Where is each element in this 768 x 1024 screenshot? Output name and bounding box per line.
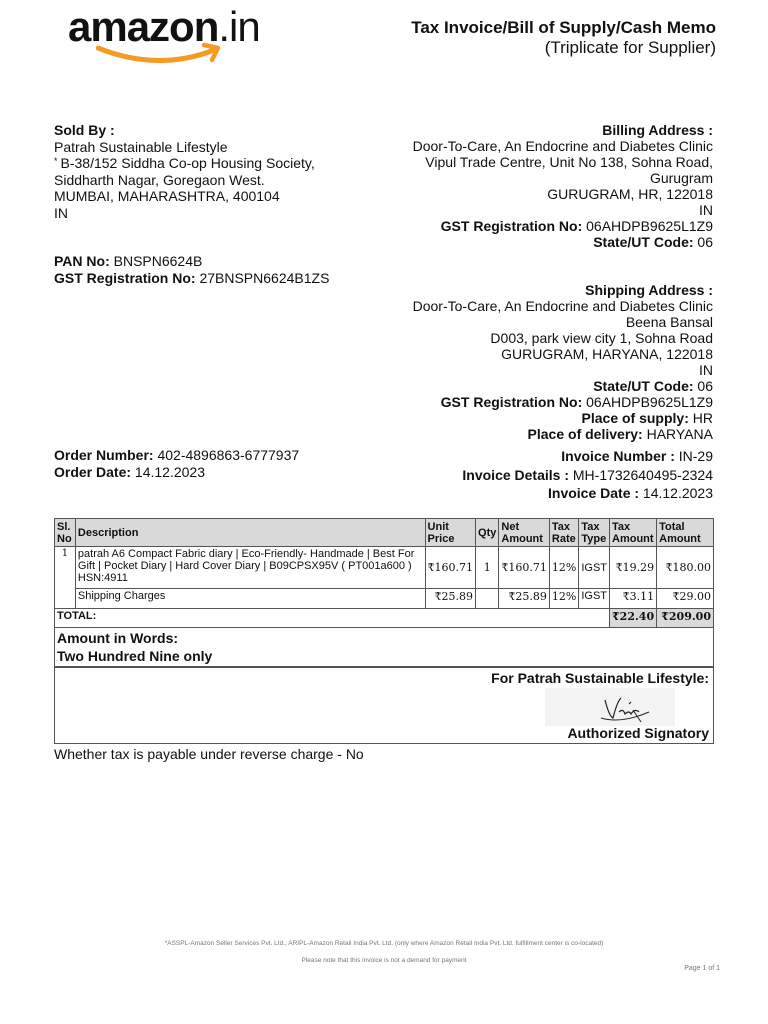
total-amount: ₹209.00 <box>657 609 714 628</box>
invoice-date-value: 14.12.2023 <box>642 485 713 501</box>
seller-gst-value: 27BNSPN6624B1ZS <box>199 269 330 286</box>
seller-block <box>54 122 315 221</box>
shipping-gst-value: 06AHDPB9625L1Z9 <box>586 394 713 410</box>
billing-line1: Door-To-Care, An Endocrine and Diabetes Clinic <box>412 138 713 154</box>
item-tax-type: IGST <box>579 547 610 589</box>
shipping-line2: Beena Bansal <box>625 314 713 330</box>
smile-arrow-icon <box>96 42 226 66</box>
billing-country: IN <box>699 202 713 218</box>
order-block <box>54 447 299 481</box>
total-tax-amount: ₹22.40 <box>610 609 657 628</box>
seller-tax-block <box>54 253 329 286</box>
pan-line <box>54 253 329 270</box>
billing-label: Billing Address : <box>602 122 713 138</box>
order-date-label: Order Date: <box>54 464 132 480</box>
invoice-number-label: Invoice Number : <box>561 448 675 464</box>
signature-box <box>54 667 714 744</box>
seller-name: Patrah Sustainable Lifestyle <box>54 138 228 155</box>
col-sl-no: Sl. No <box>55 519 76 547</box>
sold-by-label: Sold By : <box>54 122 115 138</box>
amount-in-words-box <box>54 627 714 667</box>
seller-gst-line <box>54 270 329 287</box>
reverse-charge-note: Whether tax is payable under reverse charge - No <box>54 746 364 762</box>
shipping-block <box>413 282 713 442</box>
billing-state-value: 06 <box>697 234 713 250</box>
invoice-subtitle: (Triplicate for Supplier) <box>544 38 716 57</box>
invoice-details-value: MH-1732640495-2324 <box>572 466 713 483</box>
place-of-delivery-value: HARYANA <box>646 426 713 442</box>
invoice-meta-block <box>462 447 713 503</box>
seller-address-line3: MUMBAI, MAHARASHTRA, 400104 <box>54 188 280 204</box>
shipping-line1: Door-To-Care, An Endocrine and Diabetes Clinic <box>412 298 713 314</box>
table-row <box>55 547 714 589</box>
seller-gst-label: GST Registration No: <box>54 269 196 286</box>
authorized-signatory: Authorized Signatory <box>567 725 709 741</box>
place-of-supply-value: HR <box>692 410 713 426</box>
pan-value: BNSPN6624B <box>113 253 203 269</box>
col-description: Description <box>75 519 425 547</box>
billing-gst-label: GST Registration No: <box>440 218 583 234</box>
asterisk-mark: * <box>54 156 58 166</box>
logo-tld-text: .in <box>218 3 260 50</box>
item-description: patrah A6 Compact Fabric diary | Eco-Friendly- Handmade | Best For Gift | Pocket Diary | Hard Cover Diary | B09CPSX95V ( PT001a600 ) <box>77 548 415 572</box>
invoice-details-label: Invoice Details : <box>462 466 569 483</box>
item-qty: 1 <box>476 547 499 589</box>
shipping-total-amount: ₹29.00 <box>657 589 714 609</box>
col-total-amount: Total Amount <box>657 519 714 547</box>
col-unit-price: Unit Price <box>425 519 476 547</box>
seller-country: IN <box>54 204 68 221</box>
seller-address-line2: Siddharth Nagar, Goregaon West. <box>54 171 265 188</box>
col-qty: Qty <box>476 519 499 547</box>
table-total-row <box>55 609 714 628</box>
item-tax-rate: 12% <box>549 547 578 589</box>
item-hsn: HSN:4911 <box>77 572 128 584</box>
item-tax-amount: ₹19.29 <box>610 547 657 589</box>
shipping-tax-rate: 12% <box>549 589 578 609</box>
table-header-row <box>55 519 714 547</box>
shipping-gst-line <box>413 394 713 410</box>
shipping-line3: D003, park view city 1, Sohna Road <box>490 330 713 346</box>
total-label: TOTAL: <box>55 609 610 628</box>
invoice-number-value: IN-29 <box>678 448 713 464</box>
order-number-label: Order Number: <box>54 447 154 463</box>
item-total-amount: ₹180.00 <box>657 547 714 589</box>
col-tax-rate: Tax Rate <box>549 519 578 547</box>
shipping-description: Shipping Charges <box>75 589 425 609</box>
billing-line4: GURUGRAM, HR, 122018 <box>547 186 713 202</box>
billing-line3: Gurugram <box>649 170 713 186</box>
shipping-qty <box>476 589 499 609</box>
table-row <box>55 589 714 609</box>
col-net-amount: Net Amount <box>499 519 550 547</box>
shipping-unit-price: ₹25.89 <box>425 589 476 609</box>
shipping-state-line <box>413 378 713 394</box>
signature-scribble-icon <box>545 688 675 726</box>
billing-block <box>413 122 713 250</box>
footer-legal-note: *ASSPL-Amazon Seller Services Pvt. Ltd., ARIPL-Amazon Retail India Pvt. Ltd. (only where Amazon Retail India Pvt. Ltd. fulfillment center is co-located) <box>164 940 604 947</box>
invoice-date-label: Invoice Date : <box>548 485 640 501</box>
invoice-title: Tax Invoice/Bill of Supply/Cash Memo <box>411 18 716 37</box>
signature-for-text: For Patrah Sustainable Lifestyle: <box>491 670 709 686</box>
shipping-state-value: 06 <box>697 378 713 394</box>
amazon-logo <box>68 4 318 70</box>
amount-in-words-value: Two Hundred Nine only <box>57 648 213 664</box>
shipping-net-amount: ₹25.89 <box>499 589 550 609</box>
place-of-supply-label: Place of supply: <box>581 410 689 426</box>
shipping-line4: GURUGRAM, HARYANA, 122018 <box>501 346 713 362</box>
item-unit-price: ₹160.71 <box>425 547 476 589</box>
invoice-details-line <box>462 466 713 485</box>
shipping-label: Shipping Address : <box>585 282 713 298</box>
shipping-tax-amount: ₹3.11 <box>610 589 657 609</box>
item-net-amount: ₹160.71 <box>499 547 550 589</box>
place-of-supply-line <box>413 410 713 426</box>
billing-gst-value: 06AHDPB9625L1Z9 <box>586 218 713 234</box>
order-date-value: 14.12.2023 <box>134 464 205 480</box>
amount-in-words-label: Amount in Words: <box>57 630 179 646</box>
items-table <box>54 518 714 628</box>
invoice-date-line <box>462 484 713 503</box>
order-date-line <box>54 464 299 481</box>
col-tax-type: Tax Type <box>579 519 610 547</box>
item-description-cell <box>75 547 425 589</box>
pan-label: PAN No: <box>54 253 110 269</box>
seller-address1-text: B-38/152 Siddha Co-op Housing Society, <box>60 155 315 171</box>
footer-payment-note: Please note that this invoice is not a demand for payment <box>301 957 467 964</box>
place-of-delivery-line <box>413 426 713 442</box>
logo-main-text: amazon <box>68 3 219 50</box>
billing-state-line <box>413 234 713 250</box>
seller-address-line1 <box>54 155 315 172</box>
signature-image <box>545 688 675 726</box>
order-number-line <box>54 447 299 464</box>
item-sl: 1 <box>55 547 76 609</box>
shipping-gst-label: GST Registration No: <box>440 394 583 410</box>
shipping-state-label: State/UT Code: <box>593 378 694 394</box>
invoice-number-line <box>462 447 713 466</box>
place-of-delivery-label: Place of delivery: <box>527 426 643 442</box>
billing-state-label: State/UT Code: <box>593 234 694 250</box>
shipping-tax-type: IGST <box>579 589 610 609</box>
col-tax-amount: Tax Amount <box>610 519 657 547</box>
order-number-value: 402-4896863-6777937 <box>157 447 300 463</box>
billing-gst-line <box>413 218 713 234</box>
page-number: Page 1 of 1 <box>684 965 720 972</box>
shipping-country: IN <box>699 362 713 378</box>
billing-line2: Vipul Trade Centre, Unit No 138, Sohna Road, <box>425 154 713 170</box>
